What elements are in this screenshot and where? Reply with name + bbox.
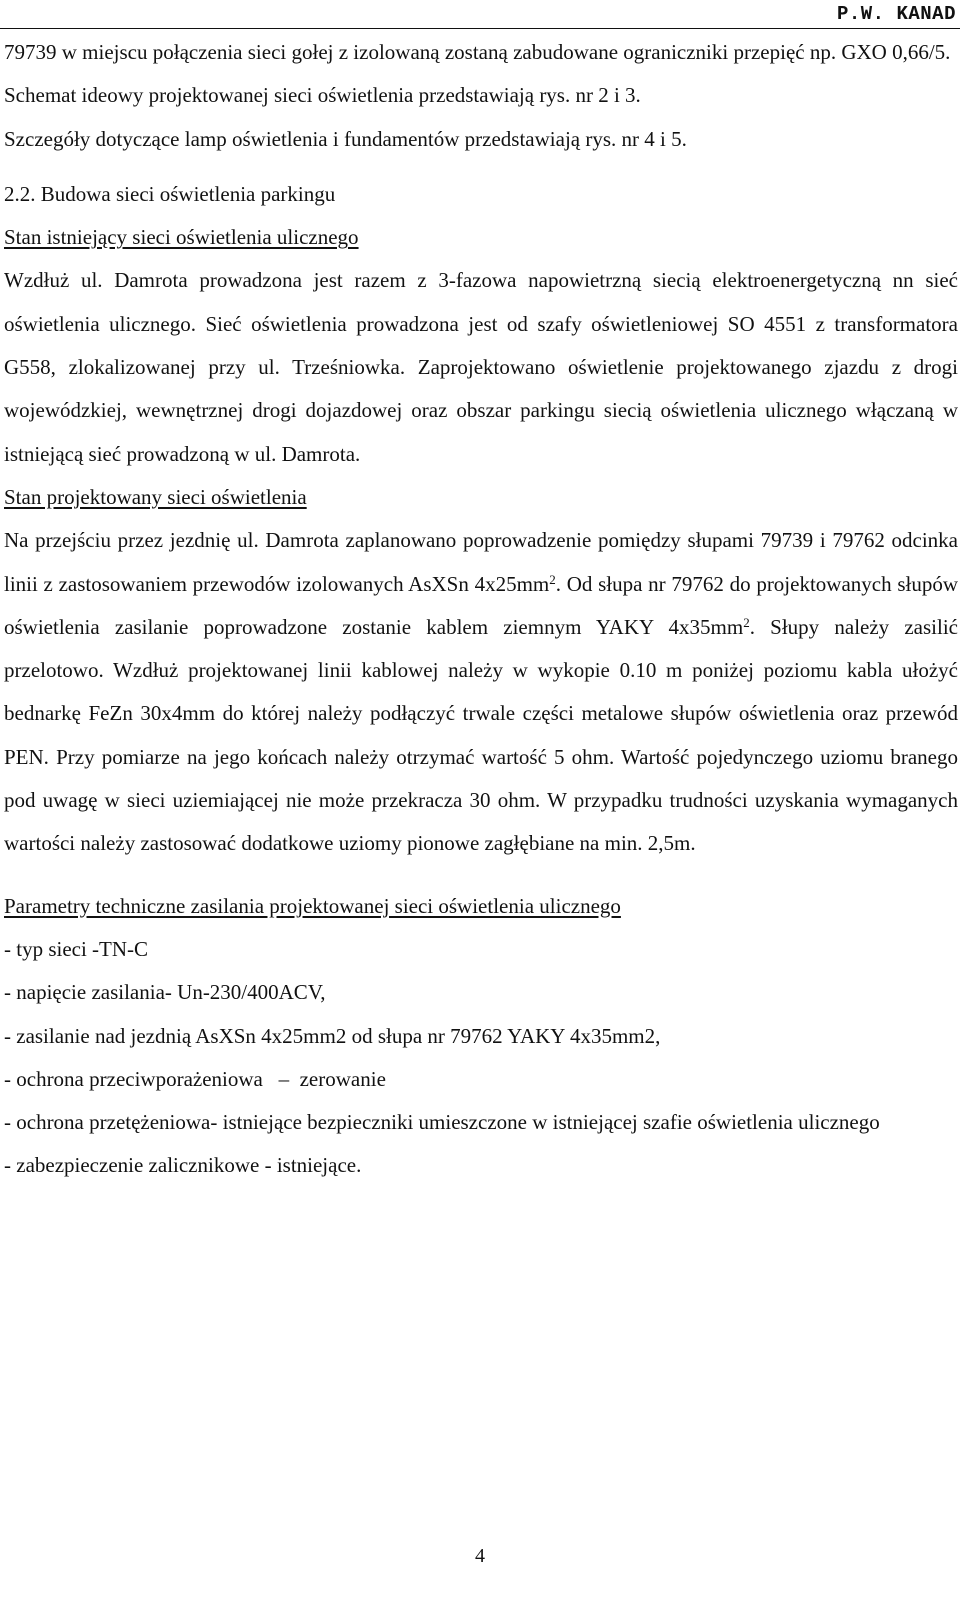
intro-paragraph-1: 79739 w miejscu połączenia sieci gołej z izolowaną zostaną zabudowane ograniczniki przepięć np. GXO 0,66/5. [4,40,951,64]
parameter-item: - ochrona przeciwporażeniowa – zerowanie [4,1066,386,1091]
existing-state-title: Stan istniejący sieci oświetlenia ulicznego [4,225,359,250]
header-brand: P.W. KANAD [836,3,956,25]
superscript-2: 2 [743,614,750,630]
parameter-item: - typ sieci -TN-C [4,936,149,961]
parameter-item: - zasilanie nad jezdnią AsXSn 4x25mm2 od słupa nr 79762 YAKY 4x35mm2, [4,1023,661,1048]
page-content [4,31,958,1188]
designed-text-part-2: . Od słupa nr 79762 do projektowanych słupów oświetlenia zasilanie poprowadzone zostanie kablem ziemnym YAKY 4x35mm [4,571,958,639]
header-rule [0,28,960,29]
intro-paragraph-3: Szczegóły dotyczące lamp oświetlenia i fundamentów przedstawiają rys. nr 4 i 5. [4,126,687,151]
page-number: 4 [475,1545,485,1567]
designed-state-title: Stan projektowany sieci oświetlenia [4,484,307,509]
designed-text-part-3: . Słupy należy zasilić przelotowo. Wzdłuż projektowanej linii kablowej należy w wykopie 0.10 m poniżej poziomu kabla ułożyć bednarkę FeZn 30x4mm do której należy podłączyć trwale części metalowe słupów oświetlenia oraz przewód PEN. Przy pomiarze na jego końcach należy otrzymać wartość 5 ohm. Wartość pojedynczego uziomu branego pod uwagę w sieci uziemiającej nie może przekracza 30 ohm. W przypadku trudności uzyskania wymaganych wartości należy zastosować dodatkowe uziomy pionowe zagłębiane na min. 2,5m. [4,614,958,856]
designed-state-body [4,519,958,865]
designed-text-part-1: Na przejściu przez jezdnię ul. Damrota zaplanowano poprowadzenie pomiędzy słupami 79739 i 79762 odcinka linii z zastosowaniem przewodów izolowanych AsXSn 4x25mm [4,528,958,596]
existing-state-body: Wzdłuż ul. Damrota prowadzona jest razem z 3-fazowa napowietrzną siecią elektroenergetyczną nn sieć oświetlenia ulicznego. Sieć oświetlenia prowadzona jest od szafy oświetleniowej SO 4551 z transformatora G558, zlokalizowanej przy ul. Trześniowka. Zaprojektowano oświetlenie projektowanego zjazdu z drogi wojewódzkiej, wewnętrznej drogi dojazdowej oraz obszar parkingu siecią oświetlenia ulicznego włączaną w istniejącą sieć prowadzoną w ul. Damrota. [4,268,958,466]
spacer [4,866,958,885]
superscript-1: 2 [549,571,556,587]
spacer [4,161,958,173]
parameter-item: - zabezpieczenie zalicznikowe - istniejące. [4,1153,362,1178]
parameters-title: Parametry techniczne zasilania projektowanej sieci oświetlenia ulicznego [4,893,621,918]
parameter-item: - ochrona przetężeniowa- istniejące bezpieczniki umieszczone w istniejącej szafie oświetlenia ulicznego [4,1110,880,1135]
parameter-item: - napięcie zasilania- Un-230/400ACV, [4,980,326,1005]
section-heading: 2.2. Budowa sieci oświetlenia parkingu [4,181,336,206]
intro-paragraph-2: Schemat ideowy projektowanej sieci oświetlenia przedstawiają rys. nr 2 i 3. [4,83,641,108]
